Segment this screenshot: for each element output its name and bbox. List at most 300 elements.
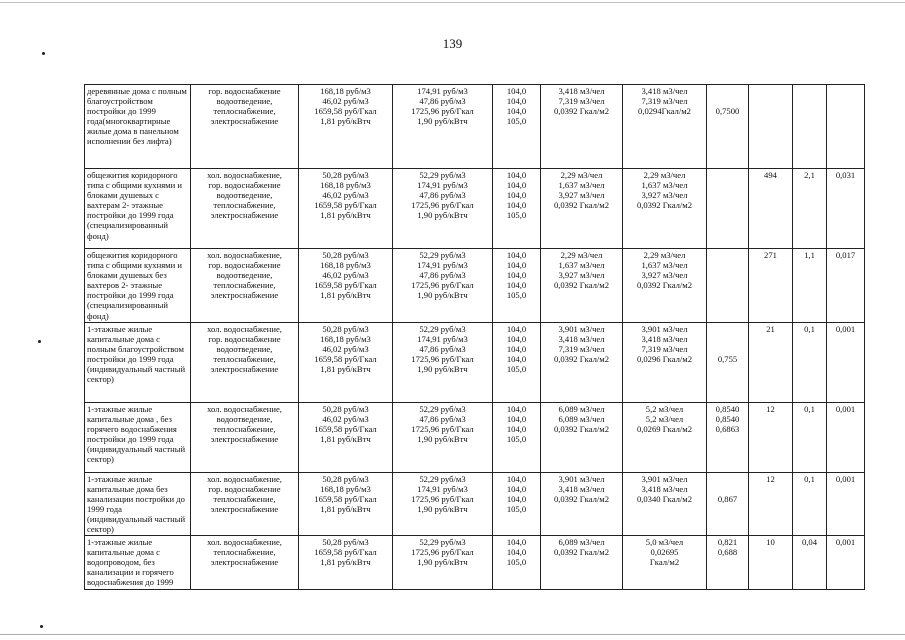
service-line: хол. водоснабжение, bbox=[207, 474, 282, 484]
table-row bbox=[85, 323, 865, 403]
tariff-line: 168,18 руб/м3 bbox=[320, 260, 371, 271]
value-b-cell bbox=[827, 323, 865, 403]
norm-line: Гкал/м2 bbox=[649, 556, 680, 567]
table-row bbox=[85, 249, 865, 323]
value-a-cell bbox=[793, 403, 827, 473]
building-type-cell bbox=[85, 535, 191, 589]
service-line: теплоснабжение, bbox=[213, 106, 276, 117]
index-value: 104,0 bbox=[506, 86, 527, 96]
service-line: водоотведение, bbox=[216, 414, 273, 425]
norm-new-cell bbox=[623, 473, 707, 536]
coefficient-cell bbox=[707, 85, 749, 169]
tariff-line: 47,86 руб/м3 bbox=[419, 190, 466, 201]
value-b-cell bbox=[827, 473, 865, 536]
building-type-cell bbox=[85, 249, 191, 323]
value-a-cell bbox=[793, 85, 827, 169]
index-cell bbox=[493, 169, 541, 249]
index-value: 104,0 bbox=[506, 344, 527, 355]
service-line: гор. водоснабжение bbox=[208, 484, 281, 495]
coefficient-value: 0,867 bbox=[717, 494, 738, 505]
coefficient-cell bbox=[707, 169, 749, 249]
service-line: хол. водоснабжение, bbox=[207, 536, 282, 547]
norm-line: 2,29 м3/чел bbox=[643, 250, 686, 260]
services-cell bbox=[191, 85, 299, 169]
value-a-value: 2,1 bbox=[804, 170, 815, 180]
service-line: гор. водоснабжение bbox=[208, 260, 281, 271]
index-value: 105,0 bbox=[506, 116, 527, 127]
service-line: гор. водоснабжение bbox=[208, 334, 281, 345]
tariff-current-cell bbox=[299, 169, 393, 249]
value-a-value: 0,1 bbox=[804, 404, 815, 414]
tariff-current-cell bbox=[299, 249, 393, 323]
index-value: 104,0 bbox=[506, 250, 527, 260]
quantity-cell bbox=[749, 473, 793, 536]
norm-line: 1,637 м3/чел bbox=[641, 180, 688, 191]
building-type-text: 1-этажные жилые капитальные дома без канализации постройки до 1999 года (индивидуальный частный сектор) bbox=[87, 474, 186, 535]
coefficient-value bbox=[709, 86, 746, 96]
quantity-cell bbox=[749, 323, 793, 403]
coefficient-cell bbox=[707, 323, 749, 403]
norm-line: 2,29 м3/чел bbox=[560, 170, 603, 180]
value-a-value bbox=[795, 86, 824, 96]
index-value: 104,0 bbox=[506, 334, 527, 345]
tariff-current-cell bbox=[299, 403, 393, 473]
tariff-new-cell bbox=[393, 249, 493, 323]
index-value: 105,0 bbox=[506, 290, 527, 301]
norm-line: 0,0296 Гкал/м2 bbox=[636, 354, 693, 365]
services-cell bbox=[191, 323, 299, 403]
norm-new-cell bbox=[623, 403, 707, 473]
value-a-value: 1,1 bbox=[804, 250, 815, 260]
quantity-value: 494 bbox=[764, 170, 777, 180]
tariff-line: 52,29 руб/м3 bbox=[419, 474, 466, 484]
norm-new-cell bbox=[623, 249, 707, 323]
index-cell bbox=[493, 323, 541, 403]
coefficient-value: 0,821 bbox=[717, 536, 738, 547]
quantity-value bbox=[751, 86, 790, 96]
service-line: хол. водоснабжение, bbox=[207, 404, 282, 414]
norm-current-cell bbox=[541, 473, 623, 536]
services-cell bbox=[191, 249, 299, 323]
quantity-value: 10 bbox=[766, 536, 775, 547]
tariff-line: 1,81 руб/кВтч bbox=[320, 210, 371, 221]
index-value: 104,0 bbox=[506, 414, 527, 425]
tariff-line: 1659,58 руб/Гкал bbox=[314, 200, 377, 211]
tariff-line: 1,90 руб/кВтч bbox=[417, 434, 468, 445]
value-a-cell bbox=[793, 249, 827, 323]
value-b-value: 0,001 bbox=[835, 324, 856, 334]
service-line: теплоснабжение, bbox=[213, 424, 276, 435]
tariff-line: 1,90 руб/кВтч bbox=[417, 210, 468, 221]
scan-speck bbox=[40, 625, 43, 628]
tariff-line: 1659,58 руб/Гкал bbox=[314, 280, 377, 291]
index-value: 104,0 bbox=[506, 494, 527, 505]
value-b-value bbox=[829, 86, 862, 96]
index-cell bbox=[493, 85, 541, 169]
norm-line: 0,0392 Гкал/м2 bbox=[636, 280, 693, 291]
index-value: 104,0 bbox=[506, 484, 527, 495]
table-row bbox=[85, 403, 865, 473]
norm-line: 0,0340 Гкал/м2 bbox=[636, 494, 693, 505]
norm-line: 0,0392 Гкал/м2 bbox=[553, 280, 610, 291]
norm-line: 5,0 м3/чел bbox=[645, 536, 684, 547]
tariff-line: 1,90 руб/кВтч bbox=[417, 504, 468, 515]
tariff-line: 174,91 руб/м3 bbox=[417, 334, 468, 345]
services-cell bbox=[191, 535, 299, 589]
index-value: 104,0 bbox=[506, 180, 527, 191]
norm-new-cell bbox=[623, 85, 707, 169]
service-line: теплоснабжение, bbox=[213, 200, 276, 211]
building-type-cell bbox=[85, 85, 191, 169]
tariff-line: 174,91 руб/м3 bbox=[417, 180, 468, 191]
norm-line: 3,901 м3/чел bbox=[558, 324, 605, 334]
norm-new-cell bbox=[623, 169, 707, 249]
norm-line: 3,927 м3/чел bbox=[558, 190, 605, 201]
tariff-line: 1,81 руб/кВтч bbox=[320, 434, 371, 445]
service-line: гор. водоснабжение bbox=[208, 180, 281, 191]
tariff-line: 1725,96 руб/Гкал bbox=[411, 106, 474, 117]
table-row bbox=[85, 535, 865, 589]
norm-line: 3,418 м3/чел bbox=[641, 484, 688, 495]
index-value: 104,0 bbox=[506, 170, 527, 180]
norm-line: 3,901 м3/чел bbox=[641, 324, 688, 334]
service-line: хол. водоснабжение, bbox=[207, 170, 282, 180]
tariff-line: 50,28 руб/м3 bbox=[322, 250, 369, 260]
tariff-line: 1659,58 руб/Гкал bbox=[314, 424, 377, 435]
norm-line: 6,089 м3/чел bbox=[558, 414, 605, 425]
index-value: 104,0 bbox=[506, 280, 527, 291]
index-value: 104,0 bbox=[506, 96, 527, 107]
value-b-cell bbox=[827, 249, 865, 323]
index-value: 104,0 bbox=[506, 404, 527, 414]
tariff-line: 47,86 руб/м3 bbox=[419, 344, 466, 355]
coefficient-value bbox=[709, 474, 746, 484]
tariff-line: 1,81 руб/кВтч bbox=[320, 556, 371, 567]
norm-line: 0,0392 Гкал/м2 bbox=[553, 354, 610, 365]
norm-line: 3,418 м3/чел bbox=[558, 86, 605, 96]
norm-line: 7,319 м3/чел bbox=[641, 96, 688, 107]
value-a-cell bbox=[793, 323, 827, 403]
tariff-line: 46,02 руб/м3 bbox=[322, 190, 369, 201]
value-a-cell bbox=[793, 535, 827, 589]
norm-line: 0,0392 Гкал/м2 bbox=[553, 546, 610, 557]
norm-line: 0,0392 Гкал/м2 bbox=[553, 424, 610, 435]
quantity-cell bbox=[749, 85, 793, 169]
tariff-line: 46,02 руб/м3 bbox=[322, 270, 369, 281]
index-value: 105,0 bbox=[506, 556, 527, 567]
tariff-line: 50,28 руб/м3 bbox=[322, 404, 369, 414]
scan-bottom-edge bbox=[0, 634, 905, 635]
tariff-line: 1,90 руб/кВтч bbox=[417, 556, 468, 567]
index-value: 104,0 bbox=[506, 474, 527, 484]
index-value: 104,0 bbox=[506, 106, 527, 117]
coefficient-value bbox=[709, 344, 746, 354]
value-b-value: 0,001 bbox=[835, 404, 856, 414]
tariff-line: 168,18 руб/м3 bbox=[320, 86, 371, 96]
tariff-line: 47,86 руб/м3 bbox=[419, 270, 466, 281]
tariff-line: 1,81 руб/кВтч bbox=[320, 116, 371, 127]
tariff-line: 50,28 руб/м3 bbox=[322, 324, 369, 334]
building-type-text: 1-этажные жилые капитальные дома с водопроводом, без канализации и горячего водоснабжения до 1999 bbox=[87, 536, 174, 587]
tariff-line: 52,29 руб/м3 bbox=[419, 250, 466, 260]
value-b-value: 0,001 bbox=[835, 536, 856, 547]
quantity-value: 21 bbox=[766, 324, 775, 334]
tariff-line: 1725,96 руб/Гкал bbox=[411, 280, 474, 291]
tariff-line: 174,91 руб/м3 bbox=[417, 260, 468, 271]
value-b-value: 0,017 bbox=[835, 250, 856, 260]
value-a-value: 0,1 bbox=[804, 324, 815, 334]
coefficient-value bbox=[709, 334, 746, 344]
service-line: электроснабжение bbox=[210, 434, 279, 445]
norm-new-cell bbox=[623, 323, 707, 403]
coefficient-value: 0,8540 bbox=[715, 404, 740, 414]
norm-current-cell bbox=[541, 323, 623, 403]
coefficient-value: 0,688 bbox=[717, 546, 738, 557]
tariff-line: 1,90 руб/кВтч bbox=[417, 364, 468, 375]
value-b-value: 0,031 bbox=[835, 170, 856, 180]
tariff-line: 168,18 руб/м3 bbox=[320, 180, 371, 191]
norm-line: 2,29 м3/чел bbox=[560, 250, 603, 260]
service-line: теплоснабжение, bbox=[213, 494, 276, 505]
tariff-current-cell bbox=[299, 473, 393, 536]
service-line: гор. водоснабжение bbox=[208, 86, 281, 96]
service-line: водоотведение, bbox=[216, 270, 273, 281]
index-value: 104,0 bbox=[506, 546, 527, 557]
service-line: водоотведение, bbox=[216, 190, 273, 201]
norm-line: 3,901 м3/чел bbox=[558, 474, 605, 484]
service-line: водоотведение, bbox=[216, 344, 273, 355]
building-type-text: деревянные дома с полным благоустройством постройки до 1999 года(многоквартирные жилые дома в панельном исполнении без лифта) bbox=[87, 86, 187, 147]
norm-line: 3,418 м3/чел bbox=[558, 334, 605, 345]
tariff-current-cell bbox=[299, 85, 393, 169]
building-type-cell bbox=[85, 323, 191, 403]
quantity-cell bbox=[749, 169, 793, 249]
norm-line: 6,089 м3/чел bbox=[558, 404, 605, 414]
norm-line: 7,319 м3/чел bbox=[641, 344, 688, 355]
tariff-line: 1659,58 руб/Гкал bbox=[314, 354, 377, 365]
tariff-new-cell bbox=[393, 323, 493, 403]
table-row bbox=[85, 85, 865, 169]
norm-line: 2,29 м3/чел bbox=[643, 170, 686, 180]
value-a-cell bbox=[793, 169, 827, 249]
index-value: 104,0 bbox=[506, 354, 527, 365]
tariff-line: 1,81 руб/кВтч bbox=[320, 364, 371, 375]
norm-line: 3,418 м3/чел bbox=[641, 86, 688, 96]
coefficient-cell bbox=[707, 249, 749, 323]
tariff-new-cell bbox=[393, 85, 493, 169]
index-value: 104,0 bbox=[506, 190, 527, 201]
tariff-new-cell bbox=[393, 403, 493, 473]
norm-line: 3,927 м3/чел bbox=[641, 190, 688, 201]
norm-line: 3,418 м3/чел bbox=[558, 484, 605, 495]
tariff-line: 52,29 руб/м3 bbox=[419, 170, 466, 180]
value-b-cell bbox=[827, 85, 865, 169]
service-line: электроснабжение bbox=[210, 116, 279, 127]
coefficient-value: 0,7500 bbox=[715, 106, 740, 117]
building-type-text: 1-этажные жилые капитальные дома с полным благоустройством постройки до 1999 года (индивидуальный частный сектор) bbox=[87, 324, 186, 385]
tariff-new-cell bbox=[393, 535, 493, 589]
coefficient-value bbox=[709, 96, 746, 106]
coefficient-value bbox=[709, 324, 746, 334]
building-type-text: общежития коридорного типа с общими кухнями и блоками душевых без вахтеров 2- этажные постройки до 1999 года (специализированный фонд) bbox=[87, 250, 182, 321]
service-line: водоотведение, bbox=[216, 96, 273, 107]
quantity-cell bbox=[749, 403, 793, 473]
quantity-value: 12 bbox=[766, 404, 775, 414]
index-value: 104,0 bbox=[506, 260, 527, 271]
norm-line: 0,0294Гкал/м2 bbox=[638, 106, 691, 117]
service-line: электроснабжение bbox=[210, 290, 279, 301]
norm-line: 6,089 м3/чел bbox=[558, 536, 605, 547]
norm-current-cell bbox=[541, 85, 623, 169]
tariff-line: 52,29 руб/м3 bbox=[419, 404, 466, 414]
service-line: хол. водоснабжение, bbox=[207, 250, 282, 260]
tariff-line: 168,18 руб/м3 bbox=[320, 484, 371, 495]
tariff-line: 1659,58 руб/Гкал bbox=[314, 546, 377, 557]
coefficient-cell bbox=[707, 473, 749, 536]
norm-line: 1,637 м3/чел bbox=[558, 260, 605, 271]
norm-line: 3,927 м3/чел bbox=[558, 270, 605, 281]
coefficient-cell bbox=[707, 535, 749, 589]
building-type-cell bbox=[85, 403, 191, 473]
building-type-cell bbox=[85, 169, 191, 249]
norm-line: 3,927 м3/чел bbox=[641, 270, 688, 281]
coefficient-value: 0,6863 bbox=[715, 424, 740, 435]
service-line: электроснабжение bbox=[210, 504, 279, 515]
index-cell bbox=[493, 249, 541, 323]
norm-line: 5,2 м3/чел bbox=[645, 414, 684, 425]
norm-line: 0,02695 bbox=[650, 546, 679, 557]
tariff-line: 1,81 руб/кВтч bbox=[320, 504, 371, 515]
norm-line: 0,0392 Гкал/м2 bbox=[553, 494, 610, 505]
table-row bbox=[85, 169, 865, 249]
tariff-current-cell bbox=[299, 535, 393, 589]
value-b-cell bbox=[827, 403, 865, 473]
index-cell bbox=[493, 473, 541, 536]
service-line: электроснабжение bbox=[210, 556, 279, 567]
index-value: 104,0 bbox=[506, 270, 527, 281]
tariff-line: 1,81 руб/кВтч bbox=[320, 290, 371, 301]
norm-line: 0,0392 Гкал/м2 bbox=[636, 200, 693, 211]
tariff-line: 1659,58 руб/Гкал bbox=[314, 494, 377, 505]
scan-speck bbox=[42, 52, 45, 55]
tariff-line: 1725,96 руб/Гкал bbox=[411, 200, 474, 211]
norm-line: 0,0392 Гкал/м2 bbox=[553, 106, 610, 117]
index-value: 105,0 bbox=[506, 210, 527, 221]
building-type-text: общежития коридорного типа с общими кухнями и блоками душевых с вахтерам 2- этажные постройки до 1999 года (специализированный фонд) bbox=[87, 170, 182, 241]
tariff-line: 1,90 руб/кВтч bbox=[417, 116, 468, 127]
services-cell bbox=[191, 473, 299, 536]
service-line: теплоснабжение, bbox=[213, 280, 276, 291]
quantity-cell bbox=[749, 535, 793, 589]
norm-new-cell bbox=[623, 535, 707, 589]
norm-line: 0,0392 Гкал/м2 bbox=[553, 200, 610, 211]
norm-line: 0,0269 Гкал/м2 bbox=[636, 424, 693, 435]
value-a-value: 0,1 bbox=[804, 474, 815, 484]
index-cell bbox=[493, 403, 541, 473]
norm-line: 1,637 м3/чел bbox=[558, 180, 605, 191]
tariff-line: 52,29 руб/м3 bbox=[419, 536, 466, 547]
scan-speck bbox=[38, 340, 41, 343]
index-value: 104,0 bbox=[506, 536, 527, 547]
index-value: 104,0 bbox=[506, 200, 527, 211]
coefficient-value: 0,8540 bbox=[715, 414, 740, 425]
norm-line: 3,418 м3/чел bbox=[641, 334, 688, 345]
tariff-line: 1,90 руб/кВтч bbox=[417, 290, 468, 301]
coefficient-value: 0,755 bbox=[717, 354, 738, 365]
tariff-current-cell bbox=[299, 323, 393, 403]
value-a-value: 0,04 bbox=[801, 536, 818, 547]
quantity-value: 12 bbox=[766, 474, 775, 484]
tariff-line: 47,86 руб/м3 bbox=[419, 96, 466, 107]
norm-line: 7,319 м3/чел bbox=[558, 96, 605, 107]
tariff-line: 168,18 руб/м3 bbox=[320, 334, 371, 345]
scan-top-edge bbox=[0, 2, 905, 3]
norm-current-cell bbox=[541, 535, 623, 589]
tariff-new-cell bbox=[393, 169, 493, 249]
tariff-line: 50,28 руб/м3 bbox=[322, 170, 369, 180]
tariff-line: 1659,58 руб/Гкал bbox=[314, 106, 377, 117]
norm-line: 5,2 м3/чел bbox=[645, 404, 684, 414]
norm-current-cell bbox=[541, 169, 623, 249]
tariff-line: 174,91 руб/м3 bbox=[417, 86, 468, 96]
tariff-line: 46,02 руб/м3 bbox=[322, 96, 369, 107]
service-line: электроснабжение bbox=[210, 210, 279, 221]
page-number: 139 bbox=[442, 36, 463, 51]
value-b-cell bbox=[827, 535, 865, 589]
norm-line: 3,901 м3/чел bbox=[641, 474, 688, 484]
service-line: электроснабжение bbox=[210, 364, 279, 375]
coefficient-value bbox=[709, 484, 746, 494]
quantity-value: 271 bbox=[764, 250, 777, 260]
building-type-cell bbox=[85, 473, 191, 536]
value-a-cell bbox=[793, 473, 827, 536]
tariff-line: 1725,96 руб/Гкал bbox=[411, 546, 474, 557]
tariff-line: 50,28 руб/м3 bbox=[322, 536, 369, 547]
value-b-value: 0,001 bbox=[835, 474, 856, 484]
service-line: теплоснабжение, bbox=[213, 546, 276, 557]
index-value: 105,0 bbox=[506, 364, 527, 375]
tariff-line: 46,02 руб/м3 bbox=[322, 344, 369, 355]
tariff-line: 1725,96 руб/Гкал bbox=[411, 494, 474, 505]
norm-current-cell bbox=[541, 249, 623, 323]
tariff-line: 52,29 руб/м3 bbox=[419, 324, 466, 334]
coefficient-cell bbox=[707, 403, 749, 473]
norm-line: 7,319 м3/чел bbox=[558, 344, 605, 355]
services-cell bbox=[191, 403, 299, 473]
index-value: 104,0 bbox=[506, 424, 527, 435]
norm-current-cell bbox=[541, 403, 623, 473]
tariff-line: 46,02 руб/м3 bbox=[322, 414, 369, 425]
tariff-table bbox=[84, 84, 865, 590]
tariff-line: 174,91 руб/м3 bbox=[417, 484, 468, 495]
index-value: 104,0 bbox=[506, 324, 527, 334]
services-cell bbox=[191, 169, 299, 249]
table-row bbox=[85, 473, 865, 536]
value-b-cell bbox=[827, 169, 865, 249]
tariff-line: 50,28 руб/м3 bbox=[322, 474, 369, 484]
service-line: теплоснабжение, bbox=[213, 354, 276, 365]
norm-line: 1,637 м3/чел bbox=[641, 260, 688, 271]
index-value: 105,0 bbox=[506, 434, 527, 445]
index-cell bbox=[493, 535, 541, 589]
index-value: 105,0 bbox=[506, 504, 527, 515]
building-type-text: 1-этажные жилые капитальные дома , без горячего водоснабжения постройки до 1999 года (индивидуальный частный сектор) bbox=[87, 404, 186, 465]
tariff-line: 1725,96 руб/Гкал bbox=[411, 424, 474, 435]
quantity-cell bbox=[749, 249, 793, 323]
tariff-line: 1725,96 руб/Гкал bbox=[411, 354, 474, 365]
tariff-new-cell bbox=[393, 473, 493, 536]
tariff-line: 47,86 руб/м3 bbox=[419, 414, 466, 425]
